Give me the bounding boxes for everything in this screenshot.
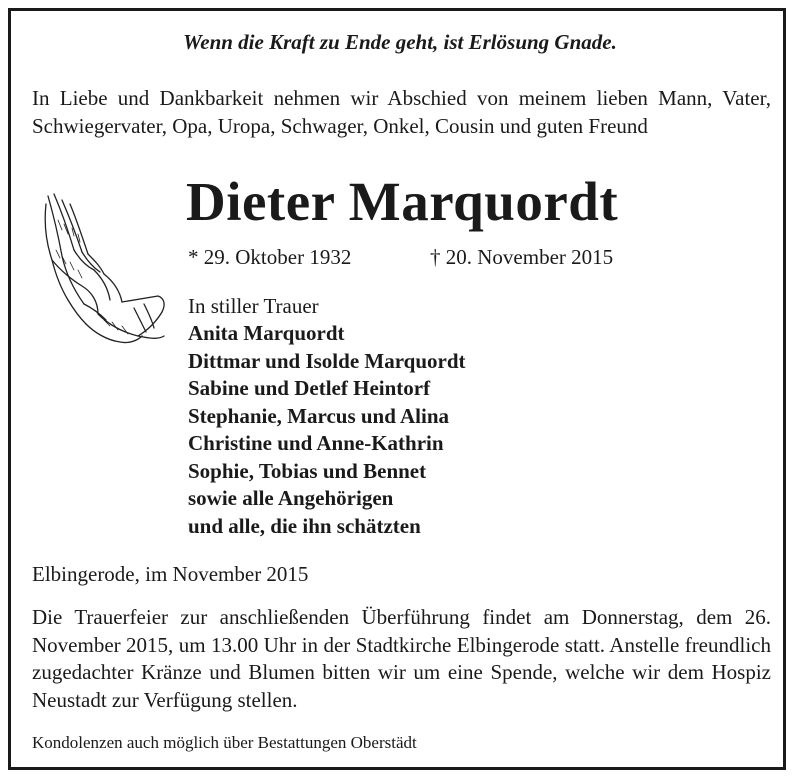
mourner-item: Dittmar und Isolde Marquordt [188, 348, 466, 373]
funeral-text: Die Trauerfeier zur anschließenden Überführung findet am Donnerstag, dem 26. November 2015, um 13.00 Uhr in der Stadtkirche Elbingerode statt. Anstelle freundlich zugedachter Kränze und Blumen bitten wir um eine Spende, welche wir dem Hospiz Neustadt zur Verfügung stellen. [32, 605, 771, 712]
mourners-list [188, 320, 466, 540]
mourner-item: Sophie, Tobias und Bennet [188, 458, 427, 483]
mourning-label: In stiller Trauer [188, 294, 319, 318]
deceased-name: Dieter Marquordt [186, 171, 619, 232]
mourner-item: Stephanie, Marcus und Alina [188, 403, 450, 428]
place-date: Elbingerode, im November 2015 [32, 562, 309, 586]
mourner-item: Christine und Anne-Kathrin [188, 431, 444, 455]
praying-hands-icon [38, 190, 168, 346]
mourner-item: Anita Marquordt [188, 321, 345, 345]
condolence-note: Kondolenzen auch möglich über Bestattungen Oberstädt [32, 733, 417, 752]
motto: Wenn die Kraft zu Ende geht, ist Erlösung Gnade. [183, 30, 617, 54]
birth-date: * 29. Oktober 1932 [188, 245, 352, 269]
mourner-item: sowie alle Angehörigen [188, 486, 394, 510]
mourner-item: Sabine und Detlef Heintorf [188, 376, 431, 400]
death-date: † 20. November 2015 [430, 245, 614, 269]
intro-text: In Liebe und Dankbarkeit nehmen wir Abschied von meinem lieben Mann, Vater, Schwiegervater, Opa, Uropa, Schwager, Onkel, Cousin und guten Freund [32, 86, 771, 138]
mourner-item: und alle, die ihn schätzten [188, 513, 421, 538]
